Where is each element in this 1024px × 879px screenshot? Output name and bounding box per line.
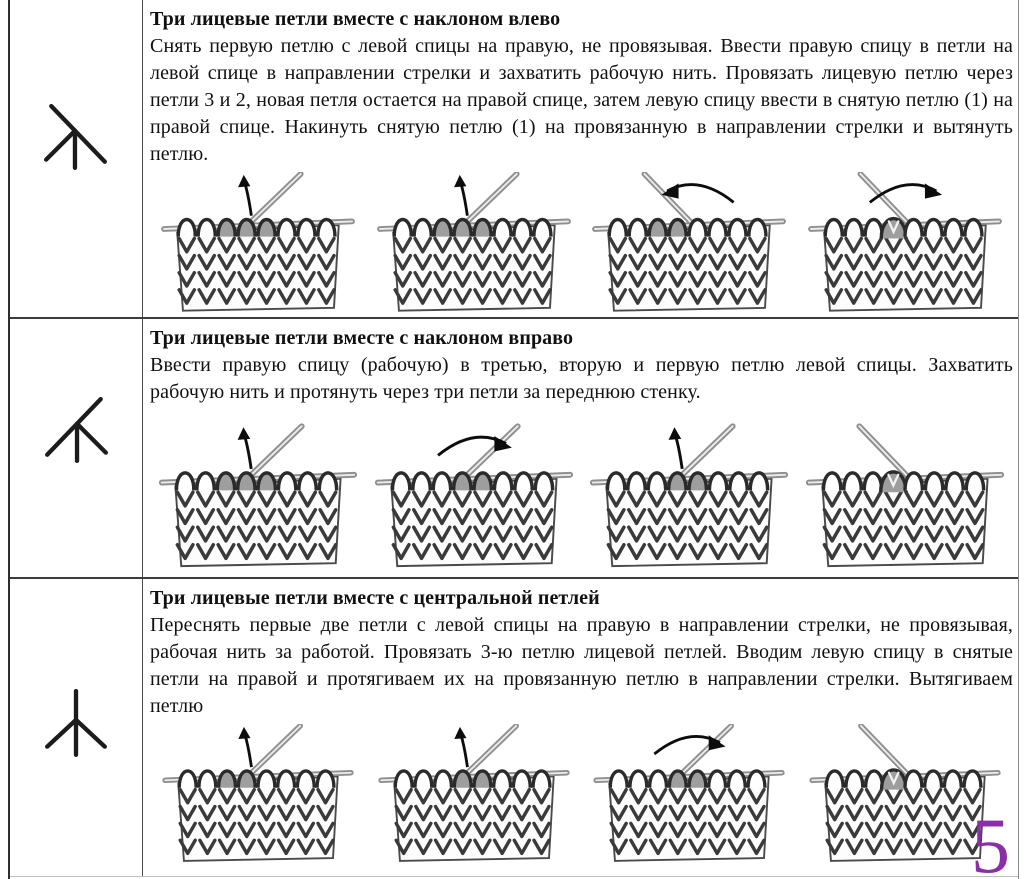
steps-strip — [150, 410, 1013, 588]
symbol-cell — [10, 319, 143, 577]
technique-row-right-slant — [10, 319, 1018, 579]
knit3tog-right-slant-icon — [43, 395, 109, 465]
technique-row-left-slant — [10, 0, 1018, 319]
steps-strip — [150, 724, 1013, 876]
knitting-step-illustration — [589, 172, 789, 324]
symbol-cell — [10, 0, 143, 317]
technique-description: Снять первую петлю с левой спицы на правую, не провязывая. Ввести правую спицу в петли на левой спице в направлении стрелки и захватить рабочую нить. Провязать лицевую петлю через петли 3 и 2, новая петля остается на правой спице, затем левую спицу ввести в снятую петлю (1) на правой спице. Накинуть снятую петлю (1) на провязанную в направлении стрелки и вытянуть петлю. — [150, 35, 1013, 165]
technique-title: Три лицевые петли вместе с центральной петлей — [150, 587, 600, 609]
knitting-step-illustration — [159, 724, 357, 874]
technique-title: Три лицевые петли вместе с наклоном вправо — [150, 327, 574, 349]
knitting-step-illustration — [375, 724, 573, 874]
technique-row-central-stitch — [10, 579, 1018, 877]
technique-description: Ввести правую спицу (рабочую) в третью, вторую и первую петлю левой спицы. Захватить рабочую нить и протянуть через три петли за переднюю стенку. — [150, 354, 1013, 403]
symbol-cell — [10, 579, 143, 876]
page-number: 5 — [971, 802, 1010, 879]
technique-title: Три лицевые петли вместе с наклоном влево — [150, 8, 561, 30]
knitting-step-illustration — [372, 416, 576, 588]
knitting-step-illustration — [587, 416, 791, 588]
knitting-step-illustration — [374, 172, 574, 324]
technique-description: Переснять первые две петли с левой спицы на правую в направлении стрелки, не провязывая, рабочая нить за работой. Провязать 3-ю петлю лицевой петлей. Вводим левую спицу в снятые петли на правой и протягиваем их на провязанную петлю в направлении стрелки. Вытягиваем петлю — [150, 614, 1013, 717]
knitting-step-illustration — [590, 724, 788, 874]
instruction-table — [8, 0, 1019, 879]
technique-content — [143, 319, 1018, 577]
knitting-step-illustration — [805, 172, 1005, 324]
technique-content — [143, 0, 1018, 317]
knit3tog-left-slant-icon — [43, 102, 109, 172]
knitting-step-illustration — [803, 416, 1007, 588]
technique-content — [143, 579, 1018, 876]
steps-strip — [150, 172, 1013, 324]
knitting-step-illustration — [156, 416, 360, 588]
knit3tog-central-icon — [43, 689, 109, 759]
knitting-step-illustration — [158, 172, 358, 324]
